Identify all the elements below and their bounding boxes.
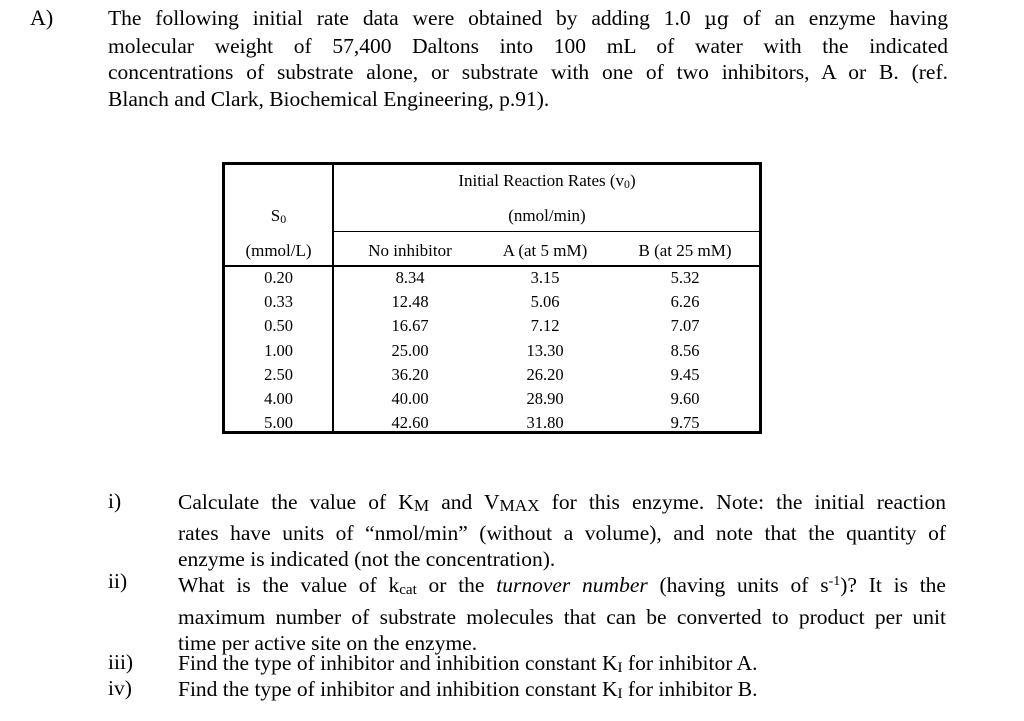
- table-cell-inhibitor-b: 9.45: [670, 364, 700, 384]
- group-header-units: (nmol/min): [508, 206, 586, 225]
- table-cell-no-inhibitor: 36.20: [391, 364, 429, 384]
- table-cell-inhibitor-a: 5.06: [530, 292, 560, 312]
- table-cell-s0: 0.33: [264, 292, 293, 312]
- table-cell-s0: 5.00: [264, 413, 293, 433]
- table-cell-s0: 2.50: [264, 364, 293, 384]
- table-divider-subheader: [332, 231, 759, 232]
- question-1-text: Calculate the value of $K_M$ and $V_{MAX}$ for this enzyme. Note: the initial reaction rates have units of “nmol/min” (without a volume), and note that the quantity of enzyme is indicated (not the concentration).: [178, 490, 946, 571]
- intro-line-4: Blanch and Clark, Biochemical Engineering, p.91).: [108, 86, 550, 111]
- question-2-text: What is the value of $k_{cat}$ or the turnover number (having units of $s^{-1}$)? It is the maximum number of substrate molecules that can be converted to product per unit time per active site on the enzyme.: [178, 573, 946, 655]
- intro-line-2: molecular weight of 57,400 Daltons into 100 mL of water with the indicated: [108, 33, 948, 58]
- table-cell-inhibitor-b: 7.07: [670, 316, 700, 336]
- intro-paragraph: [108, 5, 948, 112]
- table-cell-inhibitor-a: 13.30: [526, 340, 564, 360]
- table-divider-header: [225, 265, 759, 267]
- group-header-title: Initial Reaction Rates $(v_0)$: [458, 171, 636, 191]
- table-cell-inhibitor-a: 28.90: [526, 389, 564, 408]
- s0-header: $S_0$: [270, 206, 287, 226]
- table-cell-inhibitor-b: 9.60: [670, 389, 700, 408]
- question-4-text: Find the type of inhibitor and inhibition constant $K_I$ for inhibitor B.: [178, 677, 758, 702]
- question-2-number: ii): [108, 569, 128, 593]
- column-header-inhibitor-a: A (at 5 mM): [502, 241, 588, 260]
- table-cell-no-inhibitor: 12.48: [391, 292, 429, 312]
- table-cell-no-inhibitor: 8.34: [395, 268, 425, 287]
- intro-line-3: concentrations of substrate alone, or substrate with one of two inhibitors, A or B. (ref.: [108, 60, 948, 84]
- table-cell-inhibitor-a: 3.15: [530, 268, 560, 287]
- table-cell-inhibitor-b: 6.26: [670, 292, 700, 312]
- question-1-number: i): [108, 489, 122, 513]
- table-cell-s0: 0.20: [264, 268, 293, 287]
- table-cell-inhibitor-a: 7.12: [530, 316, 560, 336]
- table-cell-no-inhibitor: 42.60: [391, 413, 429, 433]
- column-header-s0-units: (mmol/L): [245, 241, 312, 260]
- table-cell-inhibitor-b: 9.75: [670, 413, 700, 433]
- question-3-text: Find the type of inhibitor and inhibition constant $K_I$ for inhibitor A.: [178, 651, 758, 676]
- part-label: A): [30, 5, 54, 30]
- table-cell-inhibitor-b: 8.56: [670, 340, 700, 360]
- intro-line-1: The following initial rate data were obtained by adding 1.0 µg of an enzyme having: [108, 6, 948, 30]
- column-header-no-inhibitor: No inhibitor: [368, 241, 452, 260]
- rate-data-table: [222, 162, 762, 434]
- table-divider-vertical: [332, 165, 334, 431]
- table-cell-no-inhibitor: 40.00: [391, 389, 429, 408]
- question-3-number: iii): [108, 650, 134, 674]
- microgram-unit: µg: [704, 8, 729, 30]
- column-header-inhibitor-b: B (at 25 mM): [638, 241, 732, 260]
- question-4-number: iv): [108, 676, 132, 700]
- table-cell-inhibitor-a: 31.80: [526, 413, 564, 433]
- table-cell-s0: 0.50: [264, 316, 293, 336]
- table-cell-inhibitor-a: 26.20: [526, 364, 564, 384]
- table-cell-no-inhibitor: 16.67: [391, 316, 429, 336]
- table-cell-inhibitor-b: 5.32: [670, 268, 700, 287]
- table-cell-no-inhibitor: 25.00: [391, 340, 429, 360]
- table-cell-s0: 1.00: [264, 340, 293, 360]
- table-cell-s0: 4.00: [264, 389, 293, 408]
